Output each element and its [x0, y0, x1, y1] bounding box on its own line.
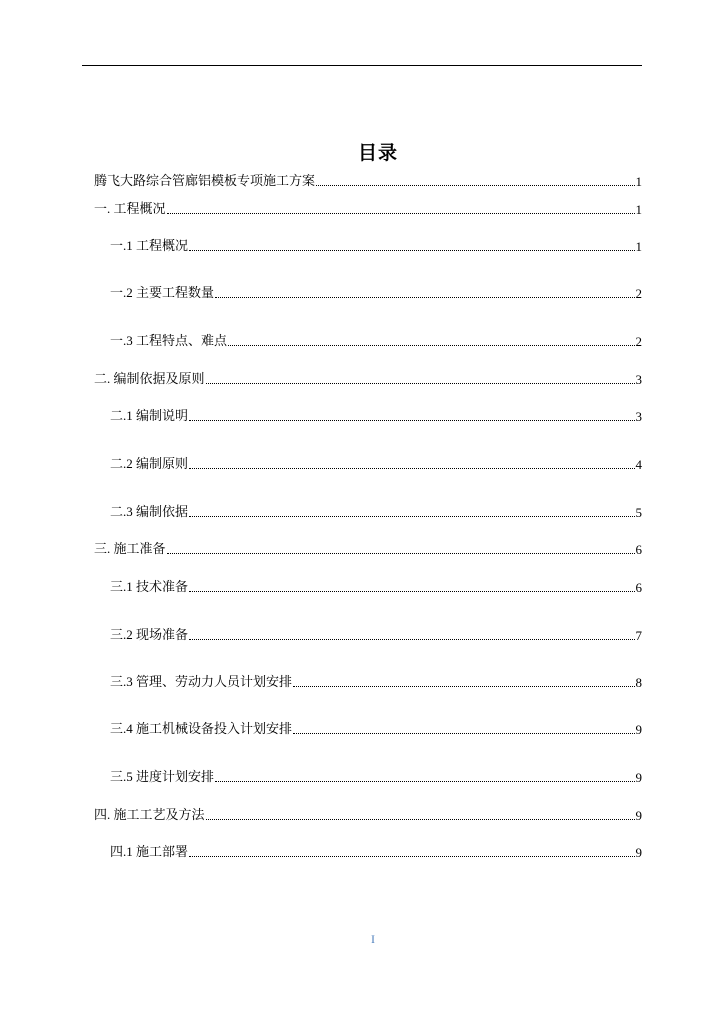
- toc-entry-section-2-3[interactable]: [110, 503, 642, 521]
- toc-entry-label: 现场准备: [136, 628, 189, 643]
- toc-entry-number: 一.3: [110, 333, 137, 348]
- toc-dot-leader: [228, 345, 634, 346]
- toc-dot-leader: [189, 516, 634, 517]
- toc-dot-leader: [189, 468, 634, 469]
- toc-entry-page: 6: [635, 580, 642, 595]
- toc-dot-leader: [316, 185, 634, 186]
- toc-entry-number: 四.1: [110, 844, 137, 859]
- toc-entry-page: 1: [635, 202, 642, 217]
- toc-entry-page: 1: [635, 174, 642, 189]
- toc-entry-label: 工程特点、难点: [136, 334, 228, 349]
- toc-entry-section-3[interactable]: [94, 540, 642, 558]
- page-title: 目录: [357, 142, 398, 164]
- toc-entry-label: 管理、劳动力人员计划安排: [136, 675, 293, 690]
- toc-dot-leader: [293, 733, 634, 734]
- header-rule: [82, 65, 642, 66]
- toc-entry-label: 编制依据及原则: [113, 372, 205, 387]
- toc-entry-label: 编制原则: [136, 457, 189, 472]
- toc-entry-number: 三.4: [110, 721, 137, 736]
- toc-entry-section-1[interactable]: [94, 200, 642, 218]
- toc-entry-page: 1: [635, 239, 642, 254]
- toc-entry-label: 主要工程数量: [136, 286, 215, 301]
- toc-dot-leader: [206, 383, 635, 384]
- toc-entry-label: 施工工艺及方法: [113, 808, 205, 823]
- toc-entry-label: 编制说明: [136, 409, 189, 424]
- toc-entry-label: 腾飞大路综合管廊铝模板专项施工方案: [94, 174, 316, 189]
- toc-entry-label: 编制依据: [136, 505, 189, 520]
- toc-entry-page: 9: [635, 808, 642, 823]
- toc-entry-section-2[interactable]: [94, 370, 642, 388]
- toc-dot-leader: [215, 781, 634, 782]
- toc-entry-page: 4: [635, 457, 642, 472]
- toc-entry-number: 二.1: [110, 408, 137, 423]
- toc-entry-number: 三.5: [110, 769, 137, 784]
- toc-entry-number: 三.3: [110, 674, 137, 689]
- toc-entry-section-4-1[interactable]: [110, 843, 642, 861]
- toc-entry-page: 8: [635, 675, 642, 690]
- toc-dot-leader: [189, 420, 634, 421]
- toc-entry-page: 5: [635, 505, 642, 520]
- toc-entry-page: 9: [635, 845, 642, 860]
- toc-entry-label: 施工机械设备投入计划安排: [136, 722, 293, 737]
- toc-entry-number: 四.: [94, 807, 114, 822]
- toc-entry-number: 三.2: [110, 627, 137, 642]
- toc-entry-section-2-2[interactable]: [110, 455, 642, 473]
- toc-entry-page: 2: [635, 286, 642, 301]
- toc-entry-section-1-3[interactable]: [110, 332, 642, 350]
- toc-entry-number: 二.: [94, 371, 114, 386]
- toc-dot-leader: [215, 297, 634, 298]
- toc-entry-number: 一.2: [110, 285, 137, 300]
- toc-entry-number: 一.: [94, 201, 114, 216]
- toc-entry-label: 施工准备: [113, 542, 166, 557]
- toc-dot-leader: [206, 819, 635, 820]
- toc-entry-label: 工程概况: [113, 202, 166, 217]
- toc-entry-label: 工程概况: [136, 239, 189, 254]
- toc-entry-label: 技术准备: [136, 580, 189, 595]
- toc-entry-number: 一.1: [110, 238, 137, 253]
- toc-entry-page: 3: [635, 372, 642, 387]
- toc-entry-label: 进度计划安排: [136, 770, 215, 785]
- toc-entry-number: 三.: [94, 541, 114, 556]
- toc-entry-number: 三.1: [110, 579, 137, 594]
- toc-entry-section-4[interactable]: [94, 806, 642, 824]
- toc-entry-section-3-2[interactable]: [110, 626, 642, 644]
- toc-entry-section-3-5[interactable]: [110, 768, 642, 786]
- toc-dot-leader: [293, 686, 634, 687]
- page-number: I: [371, 932, 375, 946]
- toc-entry-section-3-3[interactable]: [110, 673, 642, 691]
- toc-dot-leader: [167, 213, 635, 214]
- toc-entry-page: 9: [635, 722, 642, 737]
- toc-entry-section-1-2[interactable]: [110, 284, 642, 302]
- toc-dot-leader: [189, 856, 634, 857]
- toc-entry-section-3-4[interactable]: [110, 720, 642, 738]
- toc-entry-page: 7: [635, 628, 642, 643]
- toc-dot-leader: [189, 250, 634, 251]
- toc-entry-page: 9: [635, 770, 642, 785]
- toc-entry-section-1-1[interactable]: [110, 237, 642, 255]
- toc-dot-leader: [189, 639, 634, 640]
- toc-entry-number: 二.2: [110, 456, 137, 471]
- toc-entry-page: 6: [635, 542, 642, 557]
- toc-dot-leader: [189, 591, 634, 592]
- toc-entry-page: 3: [635, 409, 642, 424]
- toc-entry-page: 2: [635, 334, 642, 349]
- toc-entry-number: 二.3: [110, 504, 137, 519]
- toc-entry-label: 施工部署: [136, 845, 189, 860]
- toc-entry-section-3-1[interactable]: [110, 578, 642, 596]
- toc-dot-leader: [167, 553, 635, 554]
- toc-entry-section-2-1[interactable]: [110, 407, 642, 425]
- toc-entry-document-title[interactable]: [94, 172, 642, 190]
